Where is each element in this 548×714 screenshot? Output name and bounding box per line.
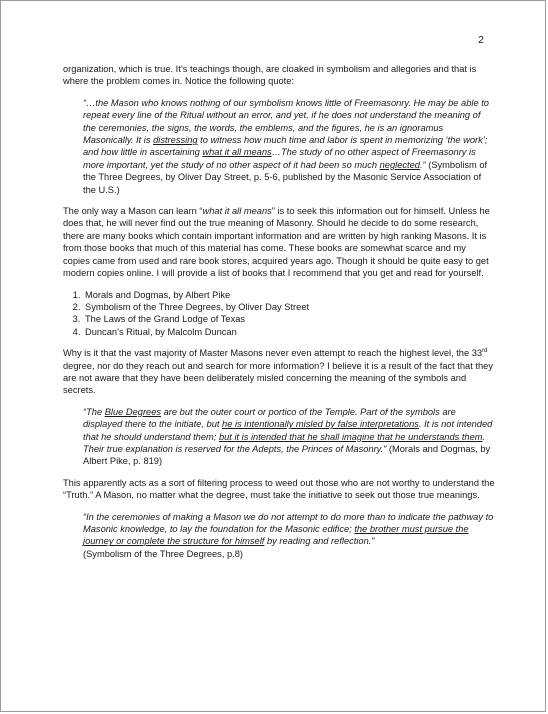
ordinal-suffix: rd [482,348,488,355]
quote-street-symbolism [83,97,495,196]
book-list-item: 4. Duncan’s Ritual, by Malcolm Duncan [83,326,495,338]
quote-citation: (Symbolism of the Three Degrees, p.8) [83,548,244,559]
book-list-item: 2. Symbolism of the Three Degrees, by Oliver Day Street [83,301,495,313]
paragraph-research: The only way a Mason can learn “what it all means” is to seek this information out for himself. Unless he does that, he will never find out the true meaning of Masonry. Should he decide to do some research, there are many books which contain important information and are written by high ranking Masons. It is from those books that much of this material has come. These books are somewhat scarce and my copies came from used and rare book stores, acquired years ago. Though it should be quite easy to get modern copies online. I will provide a list of books that I recommend that you get and read for yourself. [63,206,490,279]
quote-citation: (Morals and Dogmas, by Albert Pike, p. 819) [83,443,491,467]
book-list-item: 1. Morals and Dogmas, by Albert Pike [83,289,495,301]
quote-street-ceremonies [83,511,495,561]
underlined-phrase: neglected [379,159,420,170]
paragraph-filtering: This apparently acts as a sort of filtering process to weed out those who are not worthy to understand the “Truth.” A Mason, no matter what the degree, must take the initiative to seek out those true meanings. [63,477,495,501]
book-list [63,289,495,339]
underlined-phrase: what it all means [202,147,272,158]
book-list-item: 3. The Laws of the Grand Lodge of Texas [83,313,495,325]
underlined-phrase: but it is intended that he shall imagine that he understands them [218,431,483,442]
quote-text: “The Blue Degrees are but the outer court or portico of the Temple. Part of the symbols are displayed there to the initiate, but he is intentionally misled by false interpretations. It is not intended that he should understand them; but it is intended that he shall imagine that he understands them. Their true explanation is reserved for the Adepts, the Princes of Masonry.” [83,406,493,454]
page-number: 2 [478,34,484,46]
quote-text: “…the Mason who knows nothing of our symbolism knows little of Freemasonry. He may be able to repeat every line of the Ritual without an error, and yet, if he does not understand the meaning of the ceremonies, the signs, the words, the emblems, and the figures, he is an ignoramus Masonically. It is distressing to witness how much time and labor is spent in memorizing ‘the work’; and how little in ascertaining what it all means…The study of no other aspect of Freemasonry is more important, yet the study of no other aspect of it had been so much neglected.” [83,97,489,170]
underlined-phrase: distressing [153,135,198,146]
underlined-phrase: he is intentionally misled by false interpretations [222,419,419,430]
document-body [63,63,495,569]
paragraph-intro: organization, which is true. It’s teachings though, are cloaked in symbolism and allegories and that is where the problem comes in. Notice the following quote: [63,64,477,87]
quote-citation: (Symbolism of the Three Degrees, by Oliver Day Street, p. 5-6, published by the Masonic Service Association of the U.S.) [83,159,488,195]
underlined-phrase: the brother must pursue the journey or complete the structure for himself [83,524,469,547]
paragraph-master-masons: Why is it that the vast majority of Master Masons never even attempt to reach the highest level, the 33rd degree, nor do they reach out and search for more information? I believe it is a result of the fact that they are not aware that they have been deliberately misled concerning the meaning of the symbols and secrets. [63,348,493,396]
underlined-phrase: Blue Degrees [104,406,162,417]
quote-pike-blue-degrees [83,406,495,468]
emphasized-phrase: what it all means [202,206,272,217]
quote-text: “In the ceremonies of making a Mason we do not attempt to do more than to indicate the pathway to Masonic knowledge, to lay the foundation for the Masonic edifice; the brother must pursue the journey or complete the structure for himself by reading and reflection.” [83,511,494,547]
